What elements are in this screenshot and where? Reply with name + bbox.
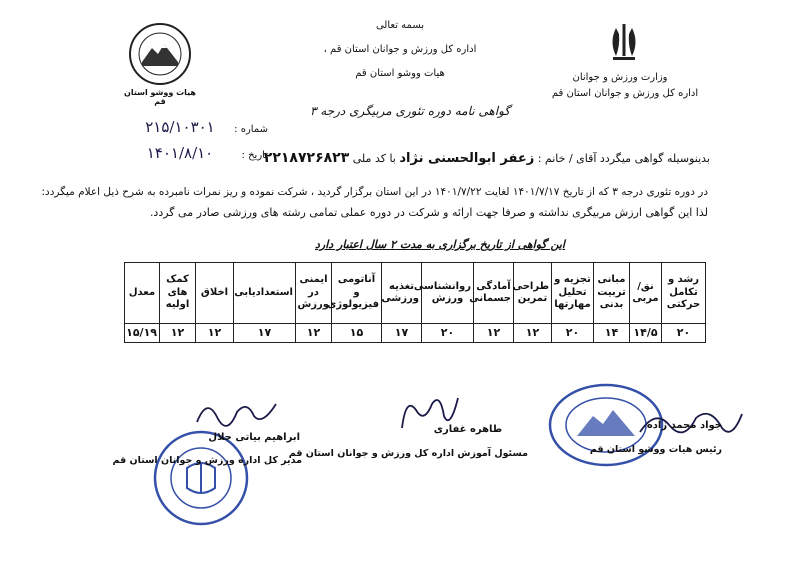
header-cell: استعدادیابی [234, 263, 296, 324]
header-cell: آناتومی و فیزیولوژی [332, 263, 382, 324]
header-cell: مبانی تربیت بدنی [594, 263, 630, 324]
header-cell: نق/ مربی [630, 263, 662, 324]
right-signatory-name: جواد محمد زاده [646, 420, 722, 431]
bismillah: بسمه تعالی [375, 20, 425, 31]
left-signature-icon [192, 392, 282, 432]
header-cell: تجزیه و تحلیل مهارتها [552, 263, 594, 324]
validity-note: این گواهی از تاریخ برگزاری به مدت ۲ سال اعتبار دارد [315, 238, 565, 251]
score-cell: ۱۴ [594, 324, 630, 343]
score-cell: ۱۲ [474, 324, 514, 343]
directorate-stamp-icon [146, 428, 256, 528]
header-cell: معدل [125, 263, 160, 324]
recipient-name: زعفر ابوالحسنی نژاد [399, 151, 535, 166]
number-value: ۲۱۵/۱۰۳۰۱ [145, 118, 215, 136]
score-cell: ۱۷ [382, 324, 422, 343]
right-signatory-title: رئیس هیات ووشو استان قم [589, 444, 722, 455]
header-cell: طراحی تمرین [514, 263, 552, 324]
score-cell: ۲۰ [552, 324, 594, 343]
body-line-2: لذا این گواهی ارزش مربیگری نداشته و صرفا جهت ارائه و شرکت در دوره عملی تمامی رشته های ورزشی صادر می گردد. [149, 206, 708, 219]
header-cell: ایمنی در ورزش [296, 263, 332, 324]
score-cell: ۱۴/۵ [630, 324, 662, 343]
average-cell: ۱۵/۱۹ [125, 324, 160, 343]
header-cell: آمادگی جسمانی [474, 263, 514, 324]
date-label: تاریخ : [241, 150, 268, 161]
recipient-prefix: بدینوسیله گواهی میگردد آقای / خانم : [537, 152, 710, 165]
national-code-label: با کد ملی [352, 152, 396, 165]
score-cell: ۱۲ [160, 324, 196, 343]
number-label: شماره : [234, 124, 268, 135]
national-code: ۲۲۱۸۷۲۶۸۲۳ [263, 150, 350, 166]
ministry-name: وزارت ورزش و جوانان [572, 72, 668, 83]
mountain-seal-icon [128, 22, 192, 86]
certificate-title: گواهی نامه دوره تئوری مربیگری درجه ۳ [310, 104, 510, 118]
score-cell: ۱۵ [332, 324, 382, 343]
middle-signatory-title: مسئول آموزش اداره کل ورزش و جوانان استان قم [288, 448, 528, 459]
header-cell: رشد و تکامل حرکتی [662, 263, 706, 324]
left-signatory-title: مدیر کل اداره ورزش و جوانان استان قم [112, 455, 302, 466]
header-cell: اخلاق [196, 263, 234, 324]
table-header-row [125, 263, 706, 324]
middle-signatory-name: طاهره غفاری [433, 424, 503, 435]
header-cell: تغذیه ورزشی [382, 263, 422, 324]
org-line: اداره کل ورزش و جوانان استان قم ، [323, 44, 477, 55]
body-line-1: در دوره تئوری درجه ۳ که از تاریخ ۱۴۰۱/۷/۱۷ لغایت ۱۴۰۱/۷/۲۲ در این استان برگزار گردید ، شرکت نموده و ریز نمرات نامبرده به شرح ذیل اعلام میگردد: [41, 186, 708, 198]
header-cell: روانشناسی ورزش [422, 263, 474, 324]
left-signatory-name: ابراهیم بیاتی جلال [208, 432, 300, 443]
board-line: هیات ووشو استان قم [355, 68, 445, 79]
date-value: ۱۴۰۱/۸/۱۰ [146, 144, 214, 162]
score-cell: ۱۲ [514, 324, 552, 343]
national-emblem-icon [607, 22, 641, 62]
board-logo [128, 22, 192, 86]
score-cell: ۱۲ [196, 324, 234, 343]
score-cell: ۱۲ [296, 324, 332, 343]
scores-table [124, 262, 706, 343]
score-cell: ۲۰ [662, 324, 706, 343]
score-cell: ۲۰ [422, 324, 474, 343]
header-cell: کمک های اولیه [160, 263, 196, 324]
table-row [125, 324, 706, 343]
recipient-line [263, 150, 710, 166]
score-cell: ۱۷ [234, 324, 296, 343]
emblem [607, 22, 641, 62]
logo-caption: هیات ووشو استان قم [124, 88, 196, 106]
ministry-office: اداره کل ورزش و جوانان استان قم [551, 88, 699, 99]
